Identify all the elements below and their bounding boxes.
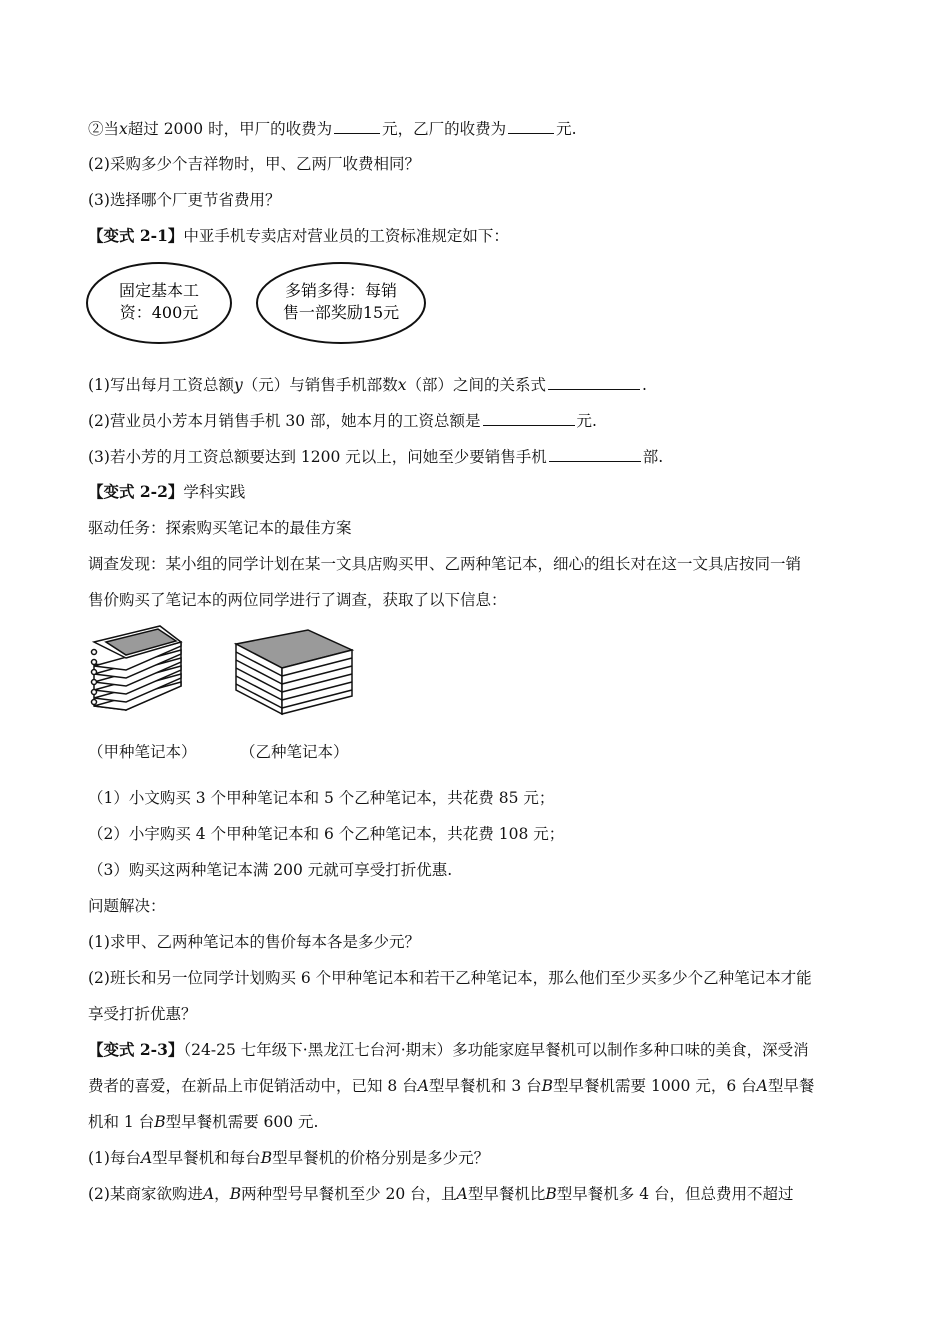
info-line-3: （3）购买这两种笔记本满 200 元就可享受打折优惠. [88,861,453,879]
caption-jia: （甲种笔记本） [88,743,197,761]
text: 型早餐机和 3 台 [428,1077,542,1095]
problem-1: (1)求甲、乙两种笔记本的售价每本各是多少元？ [88,933,420,951]
variable: x [397,376,407,394]
problem-2-line-1: (2)班长和另一位同学计划购买 6 个甲种笔记本和若干乙种笔记本，那么他们至少买多少个乙种笔记本才能 [88,969,812,987]
text: 元，乙厂的收费为 [382,120,507,138]
variable: y [233,376,243,394]
text: . [642,376,647,394]
survey-line-2: 售价购买了笔记本的两位同学进行了调查，获取了以下信息： [88,591,507,609]
text: （元）与销售手机部数 [242,376,398,394]
text: ②当 [88,120,120,138]
answer-blank [334,118,380,134]
variable: A [140,1149,153,1167]
text: （部）之间的关系式 [406,376,547,394]
variant-tag: 【变式 2-3】 [88,1040,184,1059]
sub-question-1 [88,374,868,395]
variant-2-2-heading [88,482,868,502]
variant-2-1-heading [88,226,868,246]
answer-blank [548,374,640,390]
text: (2)营业员小芳本月销售手机 30 部，她本月的工资总额是 [88,412,481,430]
ellipse-1-line-1: 固定基本工 [118,281,200,300]
task-line: 驱动任务：探索购买笔记本的最佳方案 [88,519,352,537]
salary-ellipses-figure [86,260,436,360]
question-line-2: (2)采购多少个吉祥物时，甲、乙两厂收费相同？ [88,155,420,173]
variable: B [229,1185,242,1203]
text: 元. [556,120,577,138]
variable: B [541,1077,554,1095]
sub-question-2 [88,410,868,431]
variant-tag: 【变式 2-1】 [88,226,184,245]
notebook-yi-icon [236,630,352,714]
text: 型早餐机的价格分别是多少元？ [272,1149,490,1167]
text: (2)某商家欲购进 [88,1185,203,1203]
text: 费者的喜爱，在新品上市促销活动中，已知 8 台 [88,1077,418,1095]
text: (1)写出每月工资总额 [88,376,234,394]
answer-blank [549,446,641,462]
variant-tag: 【变式 2-2】 [88,482,184,501]
text: 型早餐机和每台 [152,1149,261,1167]
ellipse-2-line-1: 多销多得：每销 [284,281,398,300]
variable: A [417,1077,429,1095]
question-line-1 [88,118,868,139]
variant-2-3-question-1 [88,1148,868,1168]
question-line-3: (3)选择哪个厂更节省费用？ [88,191,281,209]
variable: B [154,1113,166,1131]
text: 型早餐机比 [467,1185,546,1203]
text: (1)每台 [88,1149,141,1167]
answer-blank [483,410,575,426]
text: 两种型号早餐机至少 20 台，且 [241,1185,457,1203]
text: 元. [576,412,597,430]
info-line-2: （2）小宇购买 4 个甲种笔记本和 6 个乙种笔记本，共花费 108 元； [88,825,565,843]
notebooks-figure [86,622,376,722]
text: (3)若小芳的月工资总额要达到 1200 元以上，问她至少要销售手机 [88,448,547,466]
variable: B [260,1149,273,1167]
variable: x [119,120,128,138]
variable: A [456,1185,468,1203]
info-line-1: （1）小文购买 3 个甲种笔记本和 5 个乙种笔记本，共花费 85 元； [88,789,555,807]
variant-text: 学科实践 [183,483,246,501]
sub-question-3 [88,446,868,467]
variant-2-3-line-2 [88,1076,868,1096]
text: 型早餐机多 4 台，但总费用不超过 [556,1185,794,1203]
variant-2-3-question-2 [88,1184,868,1204]
answer-blank [508,118,554,134]
text: 机和 1 台 [88,1113,155,1131]
variant-2-3-heading [88,1040,868,1060]
variable: A [202,1185,215,1203]
variant-text: （24-25 七年级下·黑龙江七台河·期末）多功能家庭早餐机可以制作多种口味的美食，深受消 [183,1041,809,1059]
variable: A [756,1077,768,1095]
text: 部. [642,448,664,466]
notebook-jia-icon [92,626,182,710]
variant-text: 中亚手机专卖店对营业员的工资标准规定如下： [183,227,509,245]
ellipse-2-line-2: 售一部奖励15元 [282,303,400,322]
solve-heading: 问题解决： [88,897,166,915]
variable: B [545,1185,557,1203]
text: 型早餐机需要 600 元. [165,1113,319,1131]
survey-line-1: 调查发现：某小组的同学计划在某一文具店购买甲、乙两种笔记本，细心的组长对在这一文具店按同一销 [88,555,802,573]
problem-2-line-2: 享受打折优惠？ [88,1005,197,1023]
text: 型早餐 [767,1077,815,1095]
variant-2-3-line-3 [88,1112,868,1132]
text: ， [214,1185,230,1203]
caption-yi: （乙种笔记本） [240,743,349,761]
text: 超过 2000 时，甲厂的收费为 [127,120,333,138]
ellipse-1-line-2: 资：400元 [119,303,199,322]
text: 型早餐机需要 1000 元，6 台 [553,1077,757,1095]
